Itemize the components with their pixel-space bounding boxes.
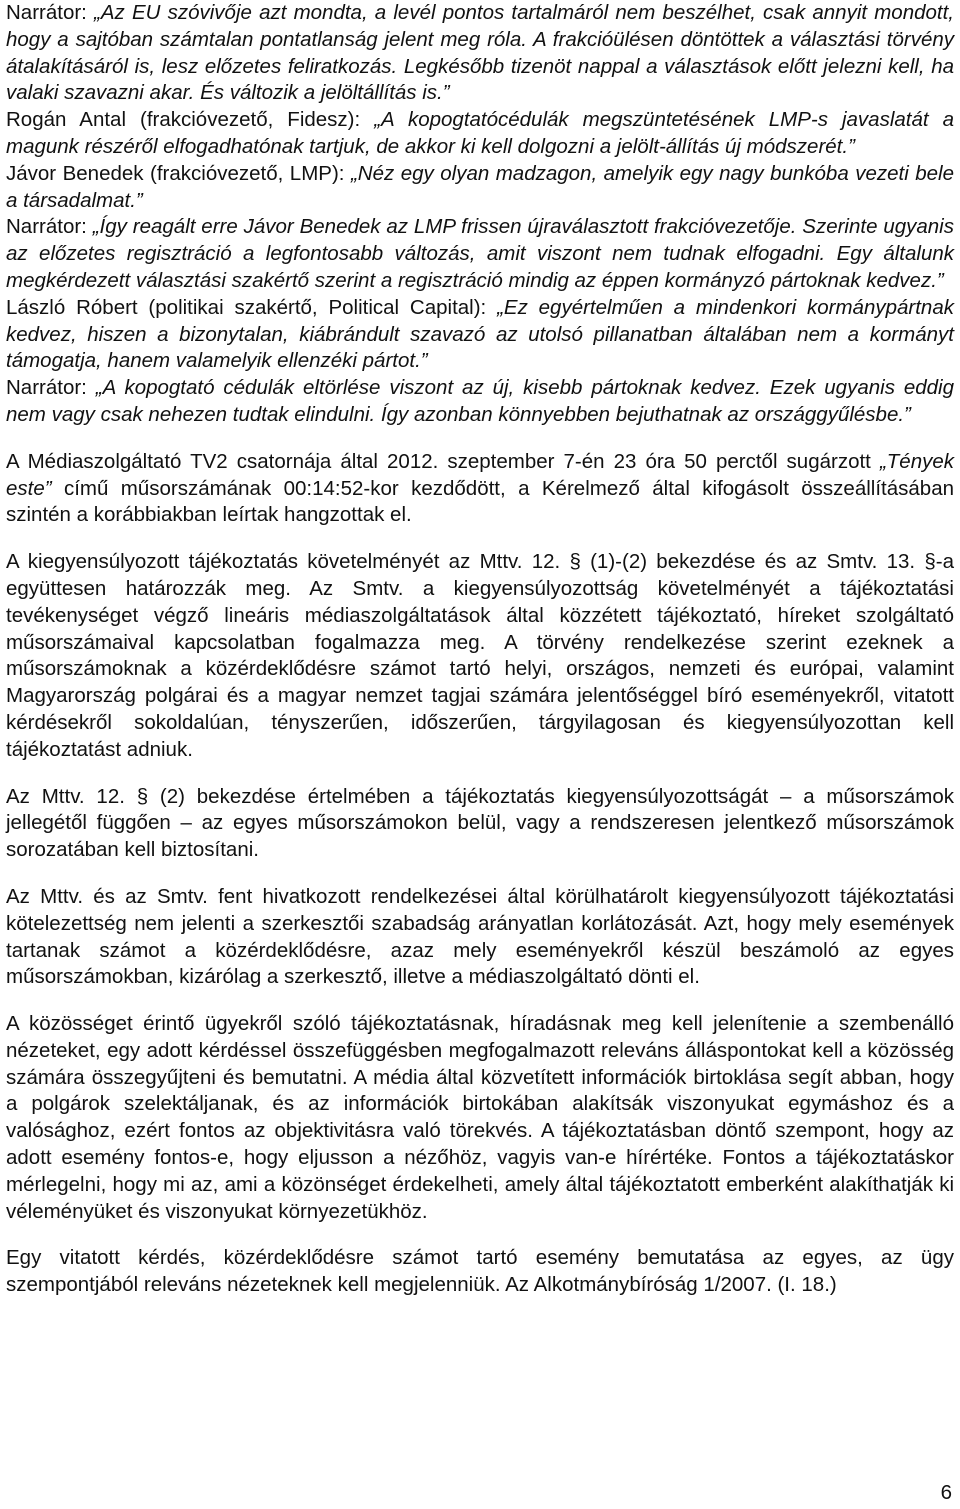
document-page <box>6 0 954 1299</box>
body-paragraph: Egy vitatott kérdés, közérdeklődésre számot tartó esemény bemutatása az egyes, az ügy szempontjából releváns nézeteknek kell megjelenniük. Az Alkotmánybíróság 1/2007. (I. 18.) <box>6 1246 954 1297</box>
speaker-label: Narrátor: <box>6 1 95 24</box>
transcript-line <box>6 107 954 161</box>
speaker-label: László Róbert (politikai szakértő, Political Capital): <box>6 295 498 319</box>
body-paragraph: Az Mttv. 12. § (2) bekezdése értelmében a tájékoztatás kiegyensúlyozottságát – a műsorszámok jellegétől függően – az egyes műsorszámokon belül, vagy a rendszeresen jelentkező műsorszámok sorozatában kell biztosítani. <box>6 784 954 862</box>
transcript-line <box>6 161 954 215</box>
broadcast-paragraph <box>6 449 954 529</box>
page-number: 6 <box>940 1481 952 1504</box>
transcript-line <box>6 295 954 375</box>
body-paragraph: A közösséget érintő ügyekről szóló tájékoztatásnak, híradásnak meg kell jelenítenie a szembenálló nézeteket, egy adott kérdéssel összefüggésben megfogalmazott releváns álláspontokat kell a közösség számára összegyűjteni és bemutatni. A média által közvetített információk birtoklása segít abban, hogy a polgárok szelektáljanak, és az információk birtokában alakítsák viszonyukat egymáshoz és a valósághoz, ezért fontos az objektivitásra való törekvés. A tájékoztatásban döntő szempont, hogy az adott esemény fontos-e, hogy eljusson a nézőhöz, vagyis van-e hírértéke. Fontos a tájékoztatáskor mérlegelni, hogy mi az, ami a közönséget érdekelheti, amely által tájékoztatott emberként alakíthatják ki véleményüket és viszonyukat környezetükhöz. <box>6 1012 954 1223</box>
transcript-line <box>6 0 954 107</box>
quote-text: „Ez egyértelműen a mindenkori kormánypártnak kedvez, hiszen a bizonytalan, kiábrándult szavazó az utolsó pillanatban általában nem a kormányt támogatja, hanem valamelyik ellenzéki pártot.” <box>6 295 954 373</box>
quote-text: „Néz egy olyan madzagon, amelyik egy nagy bunkóba vezeti bele a társadalmat.” <box>6 161 954 212</box>
quote-text: „Így reagált erre Jávor Benedek az LMP frissen újraválasztott frakcióvezetője. Szerinte ugyanis az előzetes regisztráció a legfontosabb változás, amit viszont nem tudnak elfogadni. Egy általunk megkérdezett választási szakértő szerint a regisztráció mindig az éppen kormányzó pártoknak kedvez.” <box>6 215 954 292</box>
broadcast-text-before: A Médiaszolgáltató TV2 csatornája által 2012. szeptember 7-én 23 óra 50 perctől sugárzott <box>6 449 880 473</box>
quote-text: „A kopogtatócédulák megszüntetésének LMP-s javaslatát a magunk részéről elfogadhatónak tartjuk, de akkor ki kell dolgozni a jelölt-állítás új módszerét.” <box>6 108 954 158</box>
broadcast-text-after: című műsorszámának 00:14:52-kor kezdődött, a Kérelmező által kifogásolt összeállításában szintén a korábbiakban leírtak hangzottak el. <box>6 476 954 527</box>
speaker-label: Rogán Antal (frakcióvezető, Fidesz): <box>6 108 375 132</box>
body-paragraph: Az Mttv. és az Smtv. fent hivatkozott rendelkezései által körülhatárolt kiegyensúlyozott tájékoztatási kötelezettség nem jelenti a szerkesztői szabadság arányatlan korlátozását. Azt, hogy mely események tartanak számot a közérdeklődésre, azaz mely eseményekről készül beszámoló az egyes műsorszámokban, kizárólag a szerkesztő, illetve a médiaszolgáltató dönti el. <box>6 884 954 989</box>
body-paragraph: A kiegyensúlyozott tájékoztatás követelményét az Mttv. 12. § (1)-(2) bekezdése és az Smtv. 13. §-a együttesen határozzák meg. Az Smtv. a kiegyensúlyozottság követelményét a tájékoztatási tevékenységet végző lineáris médiaszolgáltatások által közzétett tájékoztató, híreket szolgáltató műsorszámaival kapcsolatban fogalmazza meg. A törvény rendelkezése szerint ezeknek a műsorszámoknak a közérdeklődésre számot tartó helyi, országos, nemzeti és európai, valamint Magyarország polgárai és a magyar nemzet tagjai számára jelentőséggel bíró eseményekről, vitatott kérdésekről sokoldalúan, tényszerűen, időszerűen, tárgyilagosan és kiegyensúlyozottan kell tájékoztatást adniuk. <box>6 550 954 761</box>
program-title: „Tények este” <box>6 449 954 500</box>
quote-text: „A kopogtató cédulák eltörlése viszont az új, kisebb pártoknak kedvez. Ezek ugyanis eddig nem vagy csak nehezen tudtak elindulni. Így azonban könnyebben bejuthatnak az országgyűlésbe.” <box>6 376 955 426</box>
speaker-label: Narrátor: <box>6 215 93 239</box>
quote-text: „Az EU szóvivője azt mondta, a levél pontos tartalmáról nem beszélhet, csak annyit mondott, hogy a sajtóban számtalan pontatlanság jelent meg róla. A frakcióülésen döntöttek a választási törvény átalakításáról is, lesz előzetes feliratkozás. Legkésőbb tizenöt nappal a választások előtt jelezni kell, ha valaki szavazni akar. És változik a jelöltállítás is.” <box>6 1 954 105</box>
transcript-line <box>6 214 954 294</box>
transcript-line <box>6 375 954 429</box>
speaker-label: Narrátor: <box>6 376 96 400</box>
speaker-label: Jávor Benedek (frakcióvezető, LMP): <box>6 161 351 185</box>
